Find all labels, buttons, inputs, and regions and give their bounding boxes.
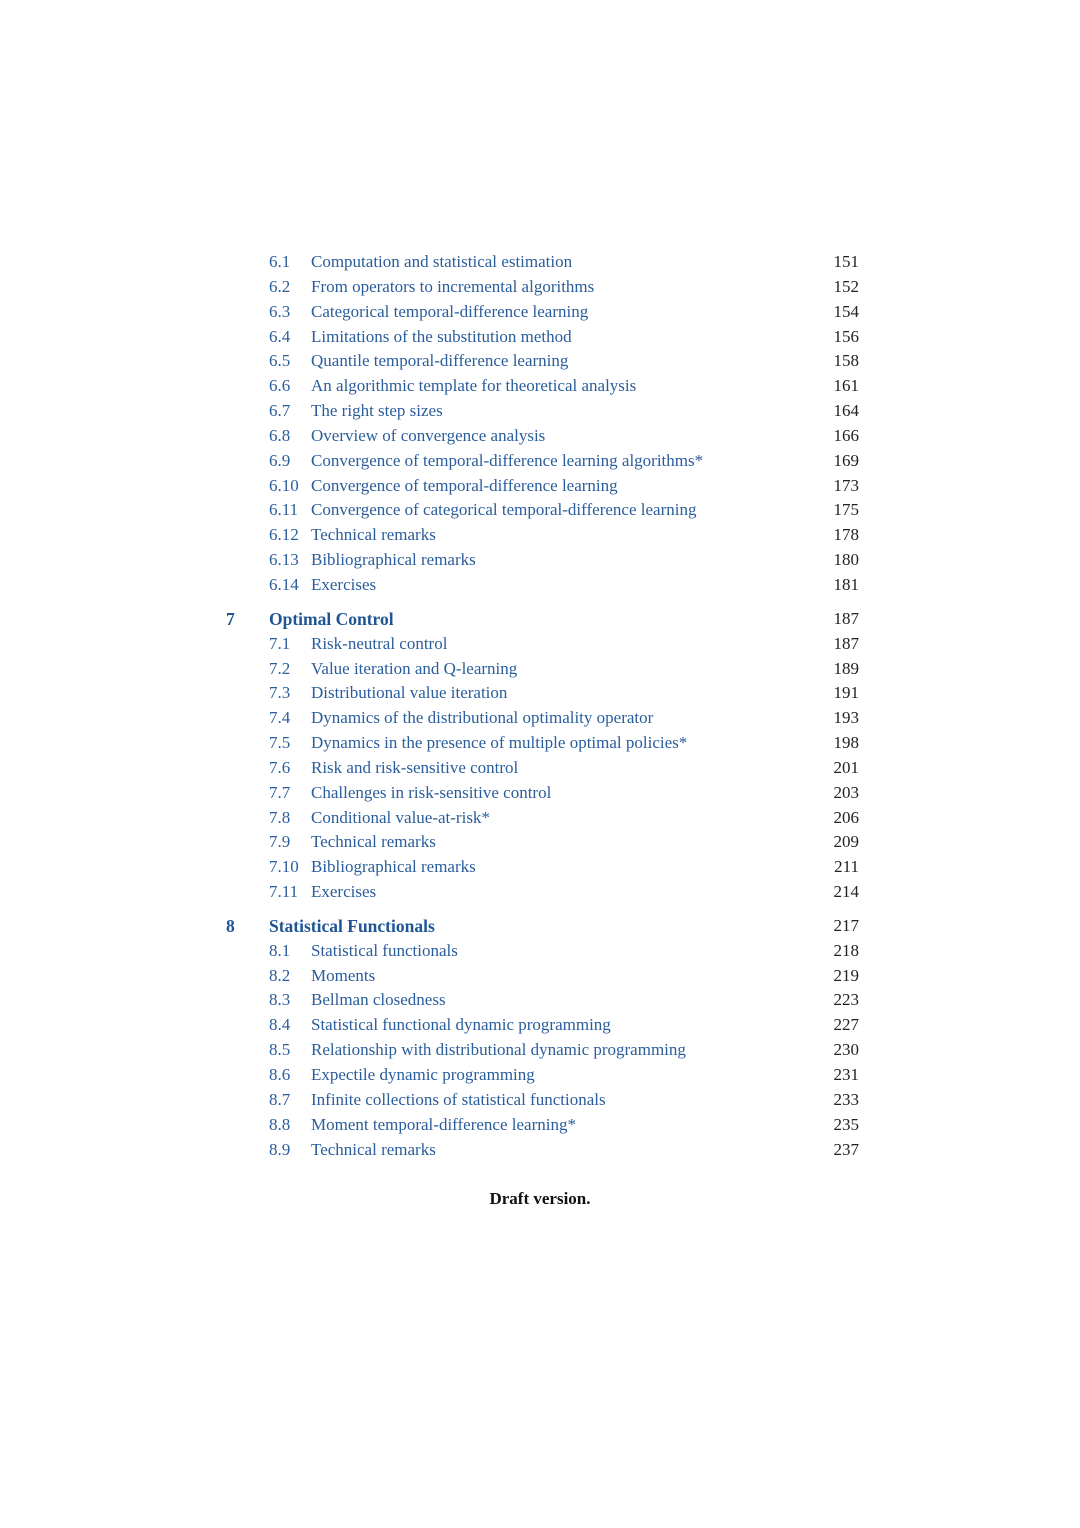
section-number: 8.4 [269, 1015, 291, 1035]
chapter-6-sections [0, 250, 1080, 598]
toc-entry-7-7[interactable] [0, 781, 1080, 806]
chapter-title: Optimal Control [269, 608, 394, 629]
section-title: Infinite collections of statistical functionals [311, 1089, 606, 1109]
page-number: 181 [833, 574, 859, 594]
toc-chapter-7[interactable] [0, 607, 1080, 632]
toc-entry-7-5[interactable] [0, 731, 1080, 756]
section-number: 8.9 [269, 1139, 291, 1159]
page-number: 151 [833, 252, 859, 271]
section-number: 6.2 [269, 276, 291, 296]
section-number: 7.8 [269, 807, 291, 827]
section-title: Dynamics in the presence of multiple optimal policies* [311, 733, 688, 753]
toc-entry-6-11[interactable] [0, 498, 1080, 523]
page-number: 187 [833, 608, 859, 628]
section-number: 7.9 [269, 832, 291, 852]
section-number: 6.11 [269, 500, 299, 520]
section-title: Categorical temporal-difference learning [311, 301, 589, 321]
toc-entry-7-3[interactable] [0, 681, 1080, 706]
page-number: 227 [833, 1015, 859, 1035]
section-title: Risk-neutral control [311, 633, 448, 653]
page-number: 156 [833, 326, 859, 346]
toc-entry-8-4[interactable] [0, 1013, 1080, 1038]
toc-chapter-8[interactable] [0, 914, 1080, 939]
section-title: From operators to incremental algorithms [311, 276, 595, 296]
page-number: 209 [833, 832, 859, 852]
section-title: Computation and statistical estimation [311, 252, 573, 271]
section-number: 6.12 [269, 525, 299, 545]
toc-entry-6-9[interactable] [0, 449, 1080, 474]
toc-entry-6-5[interactable] [0, 349, 1080, 374]
toc-entry-8-7[interactable] [0, 1088, 1080, 1113]
page-number: 180 [833, 550, 859, 570]
page-number: 206 [833, 807, 859, 827]
section-number: 8.6 [269, 1065, 291, 1084]
section-title: Technical remarks [311, 1139, 436, 1159]
section-title: Challenges in risk-sensitive control [311, 782, 552, 802]
toc-entry-8-5[interactable] [0, 1038, 1080, 1063]
toc-entry-6-3[interactable] [0, 300, 1080, 325]
section-number: 6.7 [269, 401, 291, 421]
chapter-number: 7 [226, 608, 235, 629]
section-number: 6.10 [269, 475, 299, 495]
page-number: 231 [833, 1065, 859, 1084]
table-of-contents [0, 250, 1080, 1162]
section-number: 7.2 [269, 658, 291, 678]
toc-entry-6-13[interactable] [0, 548, 1080, 573]
page-number: 173 [833, 475, 859, 495]
page-number: 214 [833, 882, 859, 902]
toc-entry-7-1[interactable] [0, 632, 1080, 657]
page-number: 218 [833, 940, 859, 960]
section-number: 7.6 [269, 757, 291, 777]
toc-entry-7-6[interactable] [0, 756, 1080, 781]
section-title: Moment temporal-difference learning* [311, 1114, 576, 1134]
toc-entry-8-2[interactable] [0, 964, 1080, 989]
toc-entry-6-8[interactable] [0, 424, 1080, 449]
section-number: 6.6 [269, 376, 291, 396]
section-number: 8.5 [269, 1040, 291, 1060]
toc-entry-6-6[interactable] [0, 374, 1080, 399]
page-number: 158 [833, 351, 859, 371]
section-number: 6.9 [269, 450, 291, 470]
section-title: Technical remarks [311, 525, 436, 545]
section-title: Bibliographical remarks [311, 550, 476, 570]
section-title: Relationship with distributional dynamic programming [311, 1040, 686, 1060]
section-number: 7.1 [269, 633, 291, 653]
page-number: 219 [833, 965, 859, 985]
toc-entry-8-1[interactable] [0, 939, 1080, 964]
section-number: 7.11 [269, 882, 299, 902]
toc-entry-7-8[interactable] [0, 806, 1080, 831]
section-number: 7.7 [269, 782, 291, 802]
section-title: Bellman closedness [311, 990, 446, 1010]
section-number: 6.4 [269, 326, 291, 346]
toc-entry-7-11[interactable] [0, 880, 1080, 905]
page-number: 187 [833, 633, 859, 653]
section-title: Risk and risk-sensitive control [311, 757, 519, 777]
toc-entry-8-9[interactable] [0, 1138, 1080, 1163]
section-title: Distributional value iteration [311, 683, 508, 703]
section-title: Convergence of temporal-difference learning [311, 475, 618, 495]
page-number: 175 [833, 500, 859, 520]
toc-entry-6-14[interactable] [0, 573, 1080, 598]
page-number: 189 [833, 658, 859, 678]
toc-entry-7-4[interactable] [0, 706, 1080, 731]
section-title: Limitations of the substitution method [311, 326, 572, 346]
page-number: 169 [833, 450, 859, 470]
page-number: 233 [833, 1089, 859, 1109]
section-number: 7.5 [269, 733, 291, 753]
toc-entry-8-6[interactable] [0, 1063, 1080, 1088]
section-title: Convergence of temporal-difference learning algorithms* [311, 450, 704, 470]
page-number: 198 [833, 733, 859, 753]
section-title: Moments [311, 965, 376, 985]
toc-entry-6-2[interactable] [0, 275, 1080, 300]
page-number: 152 [833, 276, 859, 296]
page-number: 193 [833, 708, 859, 728]
page-number: 223 [833, 990, 859, 1010]
section-number: 8.1 [269, 940, 291, 960]
toc-entry-8-8[interactable] [0, 1113, 1080, 1138]
page-number: 178 [833, 525, 859, 545]
section-title: Statistical functional dynamic programming [311, 1015, 611, 1035]
toc-entry-7-2[interactable] [0, 657, 1080, 682]
section-title: Dynamics of the distributional optimality operator [311, 708, 654, 728]
chapter-number: 8 [226, 915, 235, 936]
page-number: 217 [833, 915, 859, 935]
page-number: 201 [833, 757, 859, 777]
page-number: 166 [833, 425, 859, 445]
section-title: The right step sizes [311, 401, 443, 421]
section-title: Conditional value-at-risk* [311, 807, 490, 827]
section-number: 7.10 [269, 857, 299, 877]
section-title: Statistical functionals [311, 940, 458, 960]
section-number: 6.5 [269, 351, 291, 371]
toc-entry-6-1[interactable] [0, 250, 1080, 275]
chapter-title: Statistical Functionals [269, 915, 435, 936]
section-title: Exercises [311, 882, 377, 902]
section-number: 7.4 [269, 708, 291, 728]
section-title: Bibliographical remarks [311, 857, 476, 877]
section-number: 8.3 [269, 990, 291, 1010]
section-title: Quantile temporal-difference learning [311, 351, 569, 371]
page-number: 203 [833, 782, 859, 802]
section-number: 6.14 [269, 574, 299, 594]
toc-entry-6-10[interactable] [0, 474, 1080, 499]
page-number: 211 [834, 857, 859, 877]
section-title: Technical remarks [311, 832, 436, 852]
section-number: 6.3 [269, 301, 291, 321]
page-number: 235 [833, 1114, 859, 1134]
page-number: 230 [833, 1040, 859, 1060]
section-number: 6.13 [269, 550, 299, 570]
section-number: 8.7 [269, 1089, 291, 1109]
section-number: 6.1 [269, 252, 291, 271]
section-number: 8.8 [269, 1114, 291, 1134]
section-number: 6.8 [269, 425, 291, 445]
toc-entry-7-10[interactable] [0, 855, 1080, 880]
chapter-7-sections [0, 632, 1080, 905]
toc-entry-6-12[interactable] [0, 523, 1080, 548]
page-number: 237 [833, 1139, 859, 1159]
draft-footer: Draft version. [489, 1189, 591, 1208]
page-number: 164 [833, 401, 859, 421]
section-title: Value iteration and Q-learning [311, 658, 518, 678]
section-title: Convergence of categorical temporal-difference learning [311, 500, 697, 520]
toc-entry-6-7[interactable] [0, 399, 1080, 424]
page-number: 161 [833, 376, 859, 396]
toc-entry-8-3[interactable] [0, 988, 1080, 1013]
toc-entry-6-4[interactable] [0, 325, 1080, 350]
page-number: 191 [833, 683, 859, 703]
section-title: An algorithmic template for theoretical analysis [311, 376, 637, 396]
page-number: 154 [833, 301, 859, 321]
section-number: 7.3 [269, 683, 291, 703]
section-title: Expectile dynamic programming [311, 1065, 535, 1084]
section-title: Overview of convergence analysis [311, 425, 546, 445]
toc-entry-7-9[interactable] [0, 830, 1080, 855]
section-number: 8.2 [269, 965, 291, 985]
section-title: Exercises [311, 574, 377, 594]
chapter-8-sections [0, 939, 1080, 1163]
